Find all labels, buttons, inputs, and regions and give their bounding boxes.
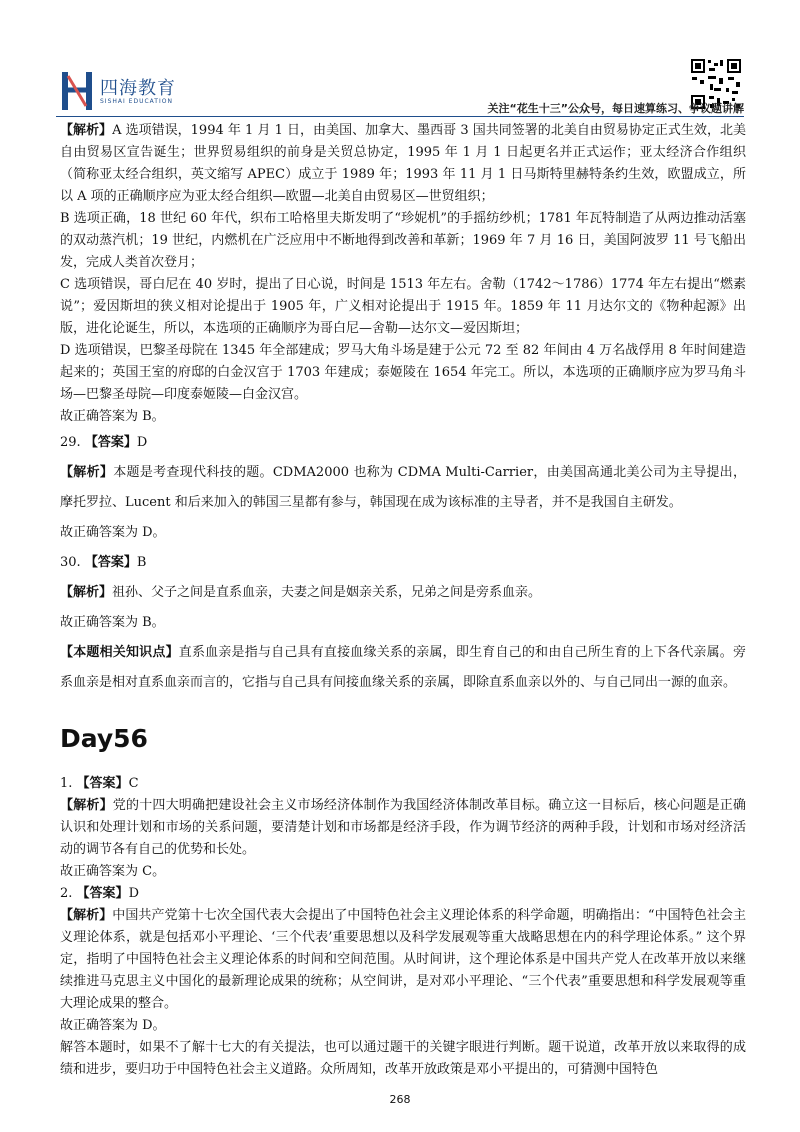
answer-value: B xyxy=(136,555,147,570)
q30-conclusion: 故正确答案为 B。 xyxy=(60,615,165,630)
analysis-paragraph-b: B 选项正确，18 世纪 60 年代，织布工哈格里夫斯发明了“珍妮机”的手摇纺纱机；1781 年瓦特制造了从两边推动活塞的双动蒸汽机；19 世纪，内燃机在广泛应用中不断地得到改善和革新；1969 年 7 月 16 日，美国阿波罗 11 号飞船出发，完成人类首次登月； xyxy=(60,211,746,270)
question-number: 30. xyxy=(60,555,81,570)
q2-analysis xyxy=(60,905,746,1015)
knowledge-tag: 【本题相关知识点】 xyxy=(60,645,179,660)
logo-icon xyxy=(60,70,94,112)
page-header xyxy=(0,0,800,120)
analysis-tag: 【解析】 xyxy=(60,465,114,480)
analysis-text: 党的十四大明确把建设社会主义市场经济体制作为我国经济体制改革目标。确立这一目标后，核心问题是正确认识和处理计划和市场的关系问题，要清楚计划和市场都是经济手段，作为调节经济的两种手段，计划和市场对经济活动的调节各有自己的优势和长处。 xyxy=(60,798,746,857)
q1-answer xyxy=(60,773,746,795)
answer-value: D xyxy=(136,435,148,450)
analysis-paragraph-d: D 选项错误，巴黎圣母院在 1345 年全部建成；罗马大角斗场是建于公元 72 至 82 年间由 4 万名战俘用 8 年时间建造起来的；英国王室的府邸的白金汉宫于 1703 年建成；泰姬陵在 1654 年完工。所以，本选项的正确顺序应为罗马角斗场—巴黎圣母院—印度泰姬陵—白金汉宫。 xyxy=(60,343,746,402)
q29-conclusion: 故正确答案为 D。 xyxy=(60,525,166,540)
header-divider xyxy=(56,116,744,117)
analysis-paragraph-c: C 选项错误，哥白尼在 40 岁时，提出了日心说，时间是 1513 年左右。舍勒（1742～1786）1774 年左右提出“燃素说”；爱因斯坦的狭义相对论提出于 1905 年，广义相对论提出于 1915 年。1859 年 11 月达尔文的《物种起源》出版，进化论诞生，所以，本选项的正确顺序为哥白尼—舍勒—达尔文—爱因斯坦； xyxy=(60,277,746,336)
q29-analysis xyxy=(60,458,746,518)
q29-answer xyxy=(60,428,746,458)
section-title: Day56 xyxy=(60,724,148,753)
q1-conclusion: 故正确答案为 C。 xyxy=(60,864,166,879)
analysis-tag: 【解析】 xyxy=(60,908,113,923)
brand-name: 四海教育 xyxy=(100,78,176,99)
analysis-text: 祖孙、父子之间是直系血亲，夫妻之间是姻亲关系，兄弟之间是旁系血亲。 xyxy=(112,585,542,600)
knowledge-text: 直系血亲是指与自己具有直接血缘关系的亲属，即生育自己的和由自己所生育的上下各代亲属。旁系血亲是相对直系血亲而言的，它指与自己具有间接血缘关系的亲属，即除直系血亲以外的、与自己同出一源的血亲。 xyxy=(60,645,746,690)
q30-answer xyxy=(60,548,746,578)
page-content xyxy=(60,120,746,1081)
brand-name-english: SISHAI EDUCATION xyxy=(100,98,173,105)
analysis-tag: 【解析】 xyxy=(60,585,113,600)
analysis-text: 本题是考查现代科技的题。CDMA2000 也称为 CDMA Multi-Carrier，由美国高通北美公司为主导提出，摩托罗拉、Lucent 和后来加入的韩国三星都有参与，韩国现在成为该标准的主导者，并不是我国自主研发。 xyxy=(60,465,746,510)
analysis-tag: 【解析】 xyxy=(60,123,113,138)
q2-answer xyxy=(60,883,746,905)
analysis-tag: 【解析】 xyxy=(60,798,113,813)
answer-tag: 【答案】 xyxy=(76,776,129,791)
analysis-text: 中国共产党第十七次全国代表大会提出了中国特色社会主义理论体系的科学命题，明确指出：“中国特色社会主义理论体系，就是包括邓小平理论、‘三个代表’重要思想以及科学发展观等重大战略思想在内的科学理论体系。” 这个界定，指明了中国特色社会主义理论体系的时间和空间范围。从时间讲，这个理论体系是中国共产党人在改革开放以来继续推进马克思主义中国化的最新理论成果的统称；从空间讲，是对邓小平理论、“三个代表”重要思想和科学发展观等重大理论成果的整合。 xyxy=(60,908,746,1011)
question-number: 29. xyxy=(60,435,81,450)
answer-tag: 【答案】 xyxy=(76,886,129,901)
answer-conclusion: 故正确答案为 B。 xyxy=(60,409,165,424)
answer-tag: 【答案】 xyxy=(84,435,137,450)
q30-knowledge-point xyxy=(60,638,746,698)
page-number: 268 xyxy=(389,1093,411,1106)
analysis-text: A 选项错误，1994 年 1 月 1 日，由美国、加拿大、墨西哥 3 国共同签署的北美自由贸易协定正式生效，北美自由贸易区宣告诞生；世界贸易组织的前身是关贸总协定，1995 年 1 月 1 日起更名并正式运作；亚太经济合作组织（简称亚太经合组织，英文缩写 APEC）成立于 1989 年；1993 年 11 月 1 日马斯特里赫特条约生效，欧盟成立，所以 A 项的正确顺序应为亚太经合组织—欧盟—北美自由贸易区—世贸组织； xyxy=(60,123,746,204)
q30-analysis xyxy=(60,578,746,608)
header-slogan: 关注“花生十三”公众号，每日速算练习、争议题讲解 xyxy=(487,102,744,115)
answer-value: D xyxy=(128,886,139,901)
question-number: 1. xyxy=(60,776,73,791)
analysis-paragraph-a xyxy=(60,120,746,208)
answer-value: C xyxy=(128,776,139,791)
q2-extra-note: 解答本题时，如果不了解十七大的有关提法，也可以通过题干的关键字眼进行判断。题干说道，改革开放以来取得的成绩和进步，要归功于中国特色社会主义道路。众所周知，改革开放政策是邓小平提出的，可猜测中国特色 xyxy=(60,1040,746,1077)
q1-analysis xyxy=(60,795,746,861)
q2-conclusion: 故正确答案为 D。 xyxy=(60,1018,166,1033)
question-number: 2. xyxy=(60,886,73,901)
answer-tag: 【答案】 xyxy=(84,555,137,570)
